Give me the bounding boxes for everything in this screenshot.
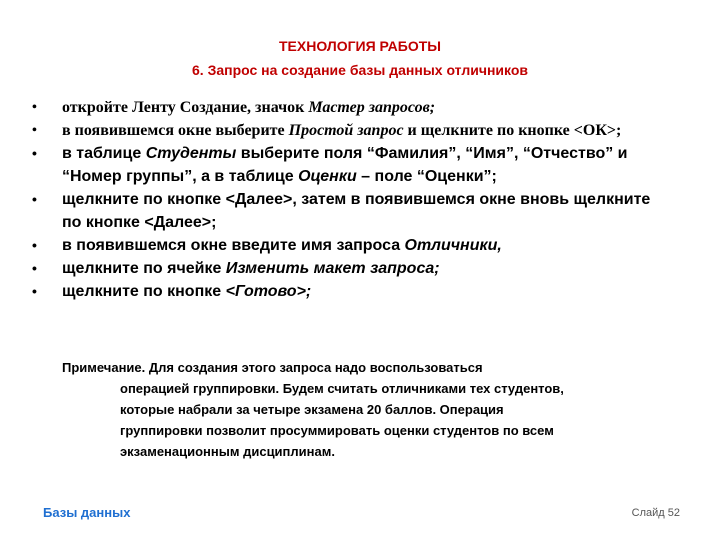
step-emphasis: Мастер запросов; (308, 99, 436, 116)
note-first-line: Примечание. Для создания этого запроса надо воспользоваться (62, 360, 483, 375)
step-item (32, 257, 672, 280)
footer-course-title: Базы данных (43, 505, 131, 520)
slide-subtitle: 6. Запрос на создание базы данных отличников (192, 62, 528, 78)
step-item (32, 188, 672, 234)
step-text: щелкните по ячейке (62, 260, 226, 277)
step-emphasis: Оценки (298, 168, 357, 185)
step-item (32, 142, 672, 188)
slide-number (632, 507, 680, 519)
slide-number-value: 52 (667, 507, 680, 519)
step-item (32, 96, 672, 119)
step-text: в появившемся окне введите имя запроса (62, 237, 405, 254)
step-emphasis: <Готово>; (225, 283, 312, 300)
step-text: и щелкните по кнопке <ОК>; (403, 122, 622, 139)
note-block (62, 357, 692, 462)
step-text: в таблице (62, 145, 146, 162)
slide-label: Слайд (631, 507, 665, 519)
steps-list (32, 96, 672, 303)
note-line: экзаменационным дисциплинам. (120, 444, 335, 459)
step-emphasis: Изменить макет запроса; (225, 260, 440, 277)
step-text: – поле “Оценки”; (356, 168, 497, 185)
step-item (32, 119, 672, 142)
step-emphasis: Простой запрос (288, 122, 404, 139)
step-text: в появившемся окне выберите (62, 122, 289, 139)
step-item (32, 234, 672, 257)
step-text: выберите поля “Фамилия”, “Имя”, “Отчество” и “Номер группы”, а в таблице (62, 145, 628, 185)
note-line: группировки позволит просуммировать оценки студентов по всем (120, 423, 554, 438)
step-emphasis: Студенты (145, 145, 237, 162)
note-line: операцией группировки. Будем считать отличниками тех студентов, (120, 381, 564, 396)
note-line: которые набрали за четыре экзамена 20 баллов. Операция (120, 402, 504, 417)
step-text: щелкните по кнопке (62, 283, 226, 300)
step-text: откройте Ленту Создание, значок (62, 99, 309, 116)
step-emphasis: Отличники, (404, 237, 502, 254)
step-item (32, 280, 672, 303)
slide-title: ТЕХНОЛОГИЯ РАБОТЫ (279, 38, 441, 54)
step-text: щелкните по кнопке <Далее>, затем в появившемся окне вновь щелкните по кнопке <Далее>; (62, 191, 651, 231)
